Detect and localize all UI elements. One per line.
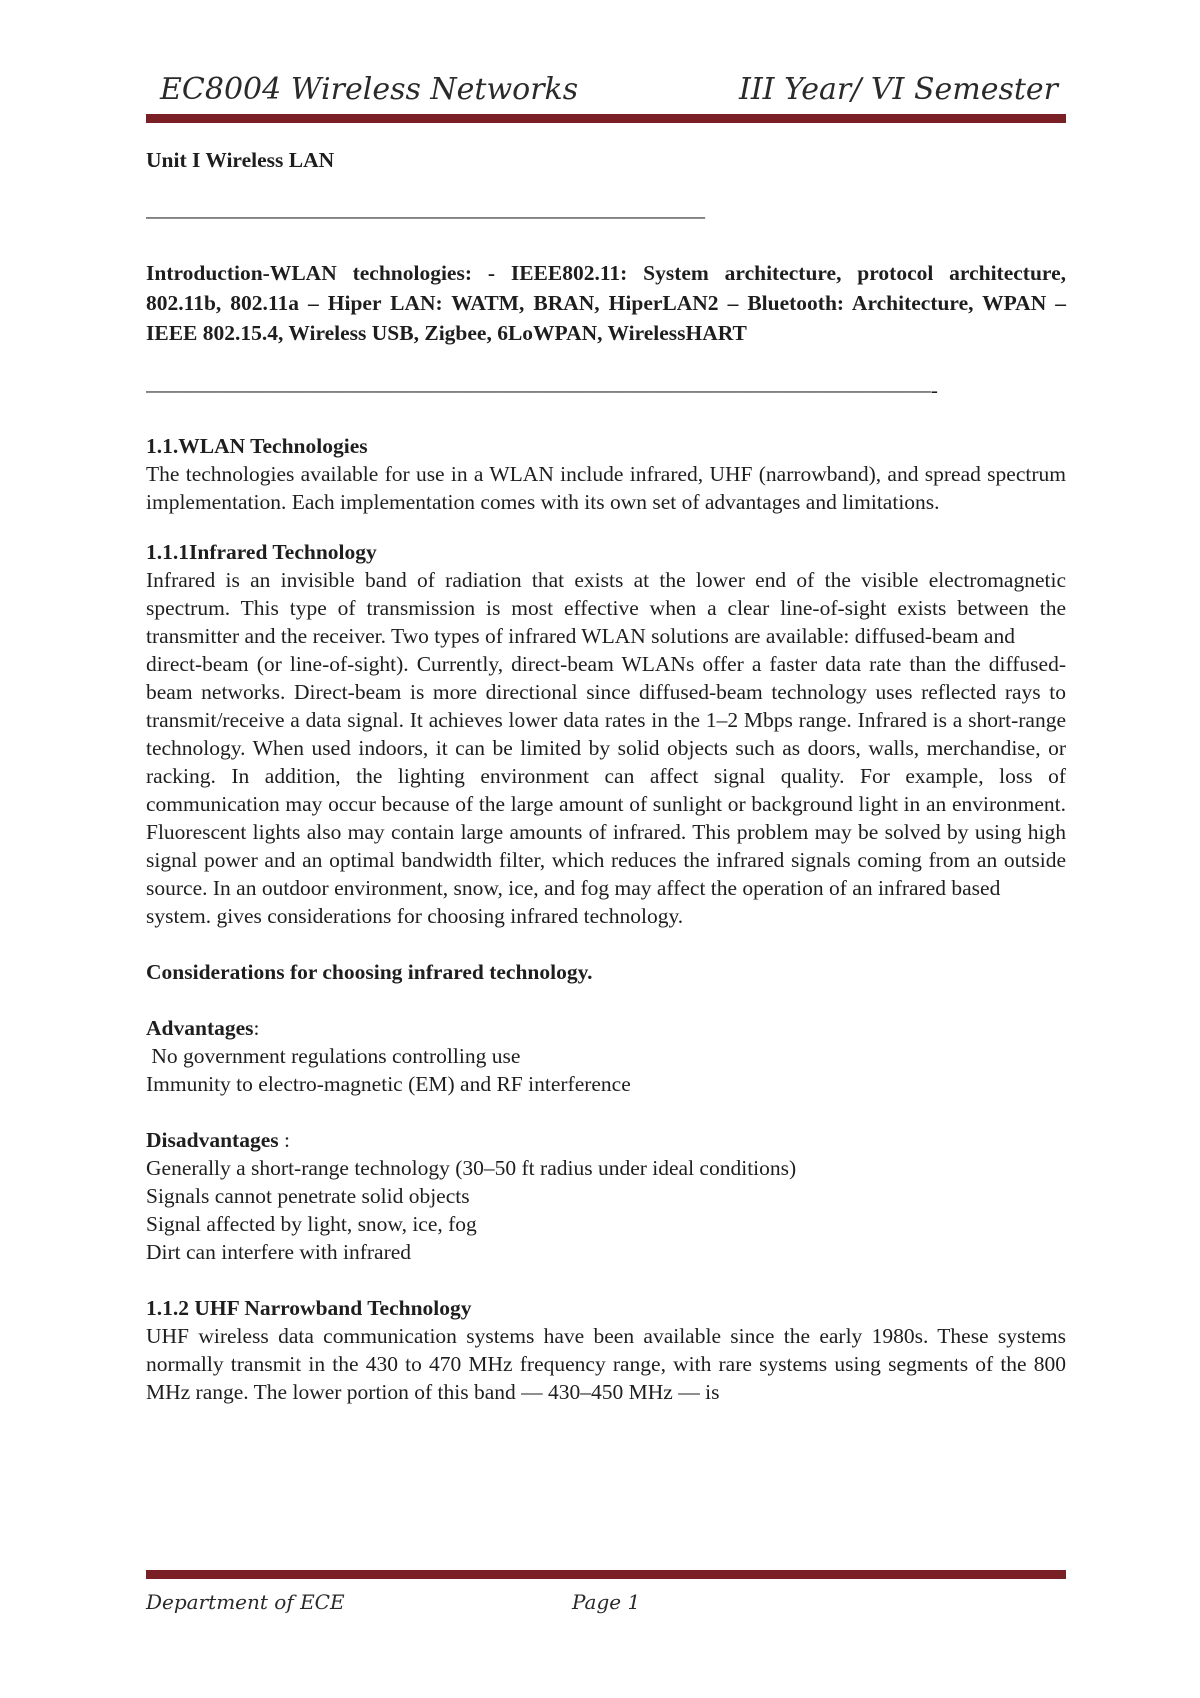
page-header	[160, 72, 1058, 112]
section-1-1-1-text-b: direct-beam (or line-of-sight). Currently, direct-beam WLANs offer a faster data rate than the diffused-beam networks. Direct-beam is more directional since diffused-beam technology uses reflected rays to transmit/receive a data signal. It achieves lower data rates in the 1–2 Mbps range. Infrared is a short-range technology. When used indoors, it can be limited by solid objects such as doors, walls, merchandise, or racking. In addition, the lighting environment can affect signal quality. For example, loss of communication may occur because of the large amount of sunlight or background light in an environment. Fluorescent lights also may contain large amounts of infrared. This problem may be solved by using high signal power and an optimal bandwidth filter, which reduces the infrared signals coming from an outside source. In an outdoor environment, snow, ice, and fog may affect the operation of an infrared based	[146, 652, 1066, 900]
unit-title: Unit I Wireless LAN	[146, 148, 335, 172]
section-1-1-2-heading: 1.1.2 UHF Narrowband Technology	[146, 1296, 472, 1320]
divider-dashes-1: ––––––––––––––––––––––––––––––––––––––––––––––––––––	[146, 204, 705, 228]
advantage-item: Immunity to electro-magnetic (EM) and RF interference	[146, 1072, 631, 1096]
considerations-heading: Considerations for choosing infrared technology.	[146, 960, 593, 984]
footer-department: Department of ECE	[146, 1590, 345, 1614]
disadvantages-colon: :	[278, 1128, 290, 1152]
section-1-1-heading: 1.1.WLAN Technologies	[146, 434, 368, 458]
disadvantage-item: Generally a short-range technology (30–50 ft radius under ideal conditions)	[146, 1156, 797, 1180]
header-year-semester: III Year/ VI Semester	[738, 72, 1058, 107]
disadvantages-label-line	[146, 1126, 1066, 1154]
disadvantage-item: Dirt can interfere with infrared	[146, 1240, 412, 1264]
footer-page-number: Page 1	[572, 1590, 641, 1614]
disadvantages-label: Disadvantages	[146, 1128, 279, 1152]
divider-dashes-2: –––––––––––––––––––––––––––––––––––––––––––––––––––––––––––––––––––––––––-	[146, 378, 938, 402]
advantages-label: Advantages	[146, 1016, 254, 1040]
advantages-colon: :	[253, 1016, 260, 1040]
advantages-label-line	[146, 1014, 1066, 1042]
section-1-1-1-heading: 1.1.1Infrared Technology	[146, 540, 377, 564]
disadvantage-item: Signal affected by light, snow, ice, fog	[146, 1212, 477, 1236]
syllabus-text: Introduction-WLAN technologies: - IEEE802.11: System architecture, protocol architecture, 802.11b, 802.11a – Hiper LAN: WATM, BRAN, HiperLAN2 – Bluetooth: Architecture, WPAN – IEEE 802.15.4, Wireless USB, Zigbee, 6LoWPAN, WirelessHART	[146, 261, 1066, 345]
section-1-1-2-text: UHF wireless data communication systems have been available since the early 1980s. These systems normally transmit in the 430 to 470 MHz frequency range, with rare systems using segments of the 800 MHz range. The lower portion of this band — 430–450 MHz — is	[146, 1324, 1066, 1404]
header-course-title: EC8004 Wireless Networks	[160, 72, 579, 107]
advantage-item: No government regulations controlling use	[146, 1044, 521, 1068]
header-rule	[146, 114, 1066, 123]
section-1-1-1-text-c: system. gives considerations for choosing infrared technology.	[146, 904, 684, 928]
page-body	[146, 146, 1066, 1406]
section-1-1-1-text-a: Infrared is an invisible band of radiation that exists at the lower end of the visible electromagnetic spectrum. This type of transmission is most effective when a clear line-of-sight exists between the transmitter and the receiver. Two types of infrared WLAN solutions are available: diffused-beam and	[146, 568, 1066, 648]
section-1-1-text: The technologies available for use in a WLAN include infrared, UHF (narrowband), and spread spectrum implementation. Each implementation comes with its own set of advantages and limitations.	[146, 462, 1066, 514]
footer-rule	[146, 1570, 1066, 1579]
disadvantage-item: Signals cannot penetrate solid objects	[146, 1184, 470, 1208]
